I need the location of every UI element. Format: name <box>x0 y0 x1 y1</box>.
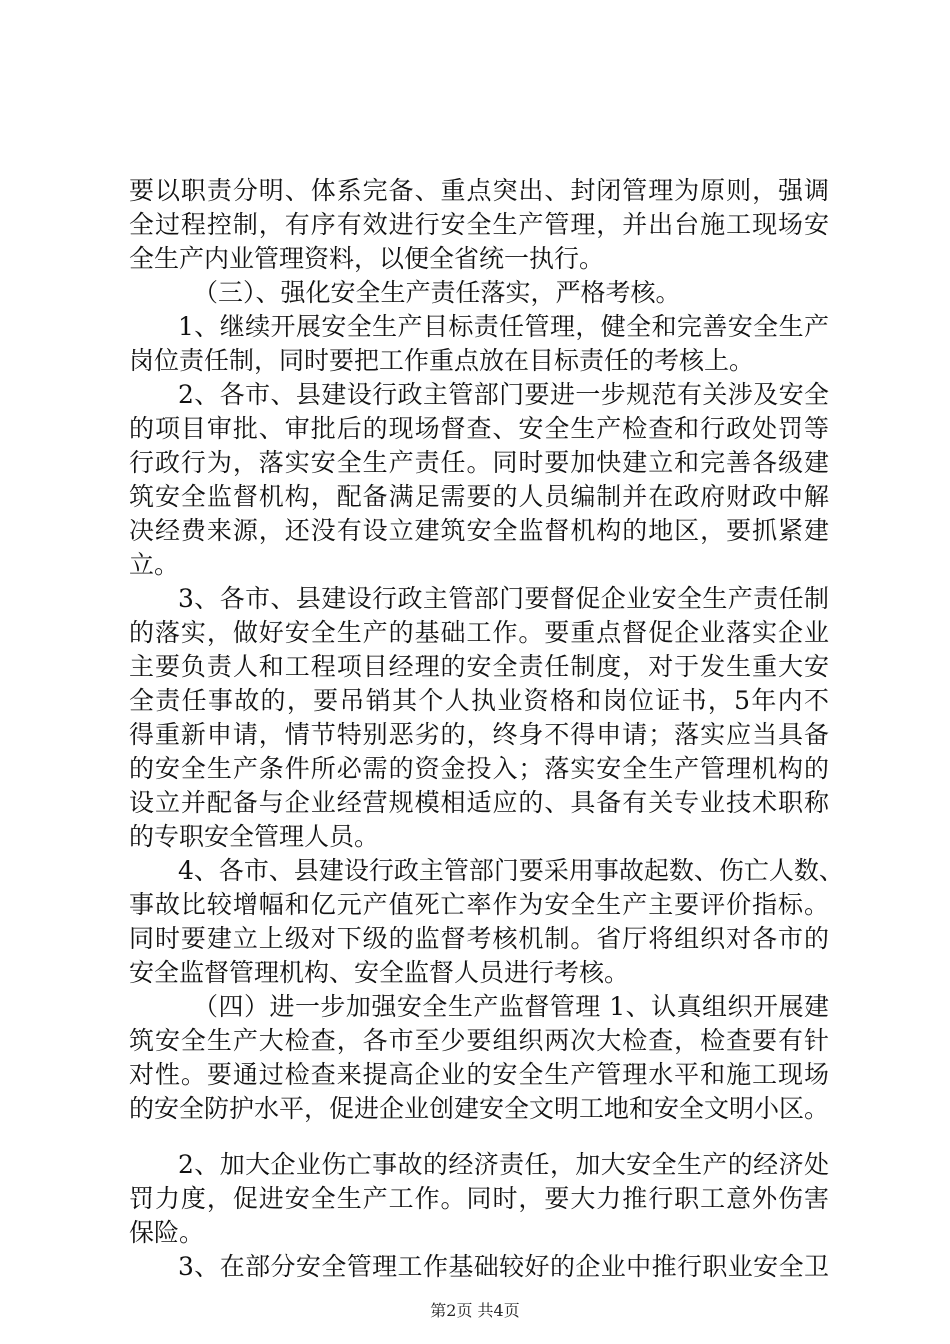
section-heading-3: （三）、强化安全生产责任落实，严格考核。 <box>193 278 681 307</box>
paragraph-line: 设立并配备与企业经营规模相适应的、具备有关专业技术职称 <box>129 788 829 817</box>
paragraph-line: 3、在部分安全管理工作基础较好的企业中推行职业安全卫 <box>178 1252 829 1281</box>
paragraph-line: 安全监督管理机构、安全监督人员进行考核。 <box>129 958 630 987</box>
paragraph-line: 的落实，做好安全生产的基础工作。要重点督促企业落实企业 <box>129 618 829 647</box>
paragraph-line: 的安全防护水平，促进企业创建安全文明工地和安全文明小区。 <box>129 1094 830 1123</box>
paragraph-line: 保险。 <box>129 1218 205 1247</box>
paragraph-line: 决经费来源，还没有设立建筑安全监督机构的地区，要抓紧建 <box>129 516 829 545</box>
paragraph-line: 全生产内业管理资料，以便全省统一执行。 <box>129 244 605 273</box>
paragraph-line: 岗位责任制，同时要把工作重点放在目标责任的考核上。 <box>129 346 755 375</box>
paragraph-line: 事故比较增幅和亿元产值死亡率作为安全生产主要评价指标。 <box>129 890 829 919</box>
paragraph-line: 2、各市、县建设行政主管部门要进一步规范有关涉及安全 <box>178 380 829 409</box>
paragraph-line: 全责任事故的，要吊销其个人执业资格和岗位证书，5年内不 <box>129 686 829 715</box>
page-number-footer: 第2页 共4页 <box>430 1301 520 1320</box>
paragraph-line: 主要负责人和工程项目经理的安全责任制度，对于发生重大安 <box>129 652 829 681</box>
paragraph-line: 立。 <box>129 550 180 579</box>
paragraph-line: 同时要建立上级对下级的监督考核机制。省厅将组织对各市的 <box>129 924 829 953</box>
paragraph-line: 3、各市、县建设行政主管部门要督促企业安全生产责任制 <box>178 584 829 613</box>
paragraph-line: 筑安全生产大检查，各市至少要组织两次大检查，检查要有针 <box>129 1026 829 1055</box>
section-heading-4: （四）进一步加强安全生产监督管理 1、认真组织开展建 <box>193 992 829 1021</box>
paragraph-line: 得重新申请，情节特别恶劣的，终身不得申请；落实应当具备 <box>129 720 829 749</box>
paragraph-line: 行政行为，落实安全生产责任。同时要加快建立和完善各级建 <box>129 448 829 477</box>
paragraph-line: 对性。要通过检查来提高企业的安全生产管理水平和施工现场 <box>129 1060 829 1089</box>
paragraph-line: 的项目审批、审批后的现场督查、安全生产检查和行政处罚等 <box>129 414 829 443</box>
paragraph-line: 筑安全监督机构，配备满足需要的人员编制并在政府财政中解 <box>129 482 829 511</box>
paragraph-line: 罚力度，促进安全生产工作。同时，要大力推行职工意外伤害 <box>129 1184 829 1213</box>
paragraph-line: 4、各市、县建设行政主管部门要采用事故起数、伤亡人数、 <box>178 856 844 885</box>
paragraph-line: 2、加大企业伤亡事故的经济责任，加大安全生产的经济处 <box>178 1150 829 1179</box>
paragraph-line: 要以职责分明、体系完备、重点突出、封闭管理为原则，强调 <box>129 176 829 205</box>
paragraph-line: 全过程控制，有序有效进行安全生产管理，并出台施工现场安 <box>129 210 829 239</box>
paragraph-line: 的安全生产条件所必需的资金投入；落实安全生产管理机构的 <box>129 754 829 783</box>
paragraph-line: 1、继续开展安全生产目标责任管理，健全和完善安全生产 <box>178 312 829 341</box>
paragraph-line: 的专职安全管理人员。 <box>129 822 380 851</box>
